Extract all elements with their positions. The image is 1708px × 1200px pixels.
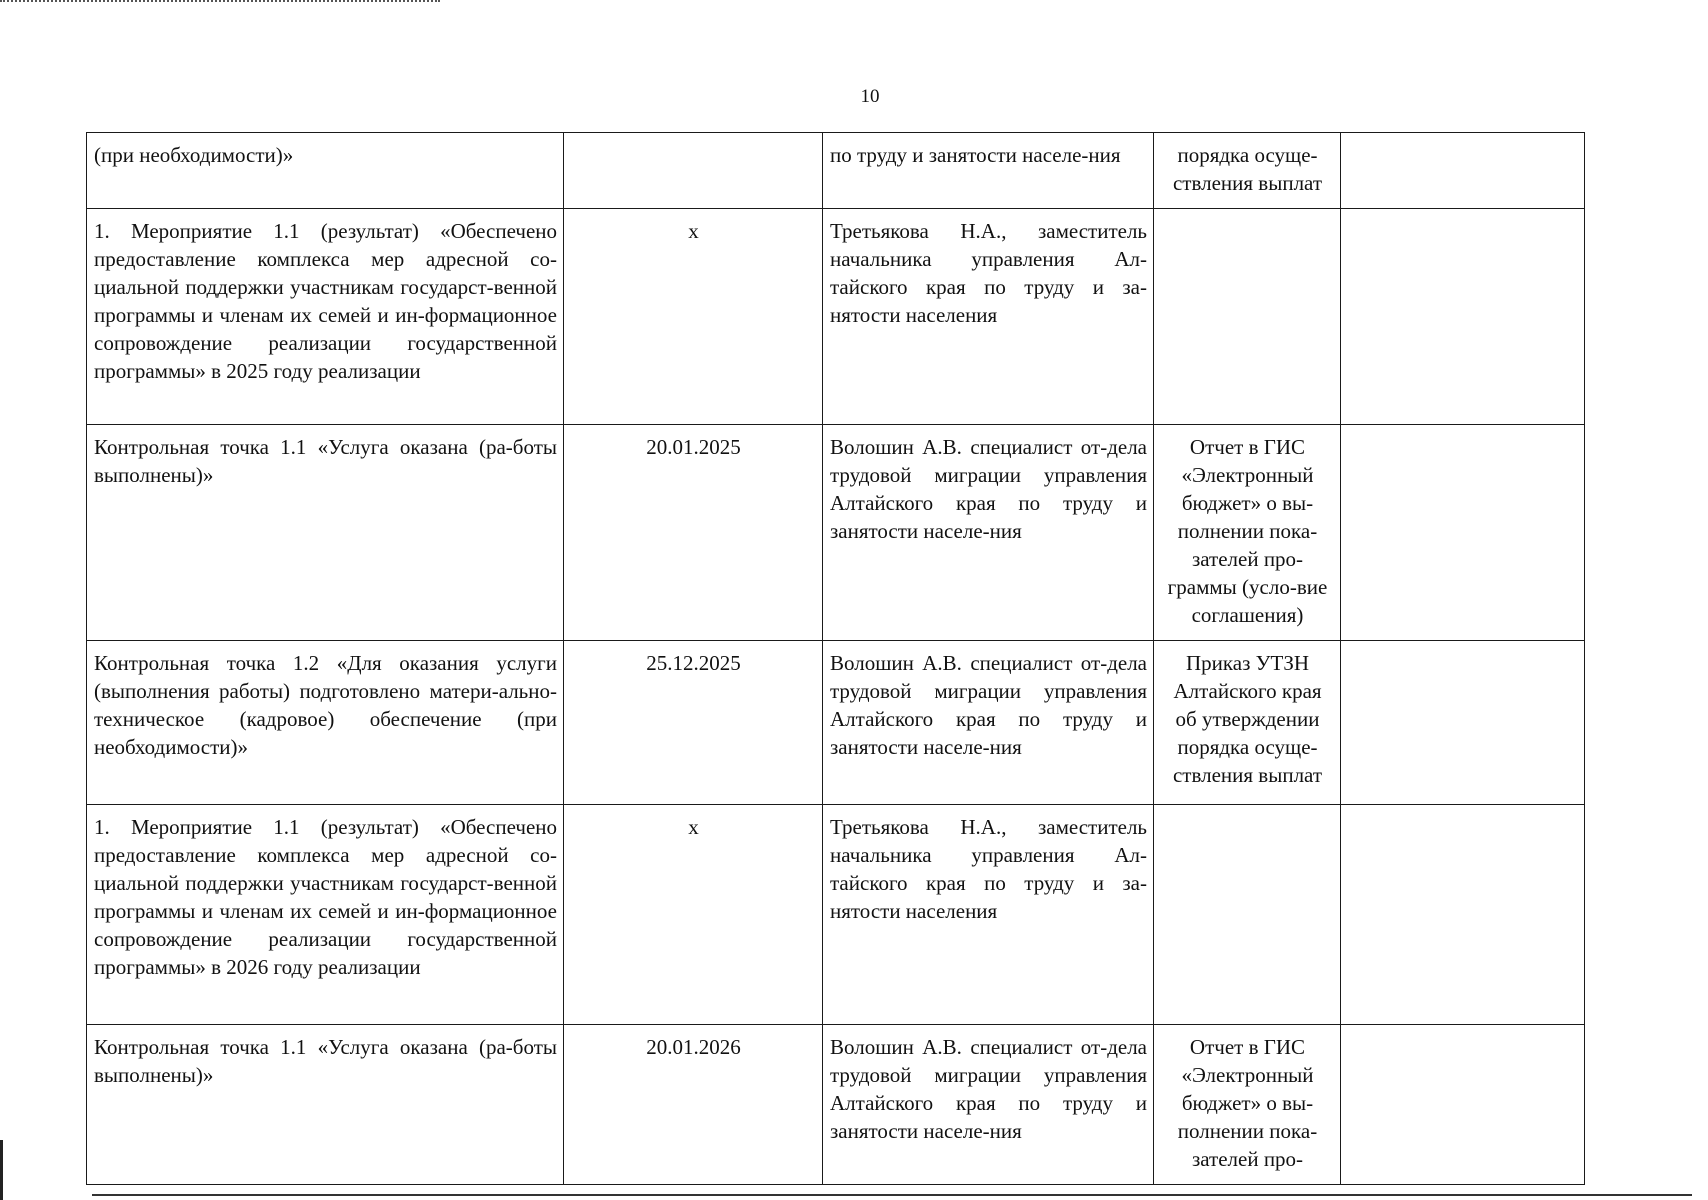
cell-document: Отчет в ГИС «Электронный бюджет» о вы-полнении пока-зателей про-граммы (усло-вие соглашения) — [1154, 425, 1341, 641]
table-row — [87, 641, 1585, 805]
cell-responsible: Волошин А.В. специалист от-дела трудовой миграции управления Алтайского края по труду и занятости населе-ния — [823, 425, 1154, 641]
cell-date: 20.01.2025 — [564, 425, 823, 641]
scan-artifact-top — [0, 0, 440, 5]
cell-name: Контрольная точка 1.1 «Услуга оказана (ра-боты выполнены)» — [87, 1025, 564, 1185]
cell-name: Контрольная точка 1.2 «Для оказания услуги (выполнения работы) подготовлено матери-ально-техническое (кадровое) обеспечение (при необходимости)» — [87, 641, 564, 805]
table-row — [87, 425, 1585, 641]
cell-date: 25.12.2025 — [564, 641, 823, 805]
cell-note — [1341, 641, 1585, 805]
cell-document — [1154, 209, 1341, 425]
page-number: 10 — [860, 86, 880, 107]
cell-name: 1. Мероприятие 1.1 (результат) «Обеспечено предоставление комплекса мер адресной со-циальной поддержки участникам государст-венной программы и членам их семей и ин-формационное сопровождение реализации государственной программы» в 2026 году реализации — [87, 805, 564, 1025]
cell-name: (при необходимости)» — [87, 133, 564, 209]
cell-date — [564, 133, 823, 209]
cell-date: 20.01.2026 — [564, 1025, 823, 1185]
cell-note — [1341, 1025, 1585, 1185]
cell-date: x — [564, 805, 823, 1025]
table-row — [87, 805, 1585, 1025]
cell-name: Контрольная точка 1.1 «Услуга оказана (ра-боты выполнены)» — [87, 425, 564, 641]
cell-document: Приказ УТЗН Алтайского края об утверждении порядка осуще-ствления выплат — [1154, 641, 1341, 805]
cell-name: 1. Мероприятие 1.1 (результат) «Обеспечено предоставление комплекса мер адресной со-циальной поддержки участникам государст-венной программы и членам их семей и ин-формационное сопровождение реализации государственной программы» в 2025 году реализации — [87, 209, 564, 425]
cell-note — [1341, 425, 1585, 641]
table-row — [87, 209, 1585, 425]
cell-note — [1341, 133, 1585, 209]
cell-date: x — [564, 209, 823, 425]
cell-responsible: по труду и занятости населе-ния — [823, 133, 1154, 209]
cell-responsible: Третьякова Н.А., заместитель начальника управления Ал-тайского края по труду и за-нятости населения — [823, 209, 1154, 425]
cell-responsible: Волошин А.В. специалист от-дела трудовой миграции управления Алтайского края по труду и занятости населе-ния — [823, 641, 1154, 805]
implementation-plan-table — [86, 132, 1585, 1185]
cell-document — [1154, 805, 1341, 1025]
cell-document: Отчет в ГИС «Электронный бюджет» о вы-полнении пока-зателей про- — [1154, 1025, 1341, 1185]
scan-artifact-left-edge — [0, 1140, 3, 1200]
cell-note — [1341, 209, 1585, 425]
scan-artifact-bottom-line — [92, 1194, 1692, 1196]
table-row — [87, 1025, 1585, 1185]
cell-responsible: Третьякова Н.А., заместитель начальника управления Ал-тайского края по труду и за-нятости населения — [823, 805, 1154, 1025]
cell-responsible: Волошин А.В. специалист от-дела трудовой миграции управления Алтайского края по труду и занятости населе-ния — [823, 1025, 1154, 1185]
cell-note — [1341, 805, 1585, 1025]
cell-document: порядка осуще-ствления выплат — [1154, 133, 1341, 209]
table-row — [87, 133, 1585, 209]
